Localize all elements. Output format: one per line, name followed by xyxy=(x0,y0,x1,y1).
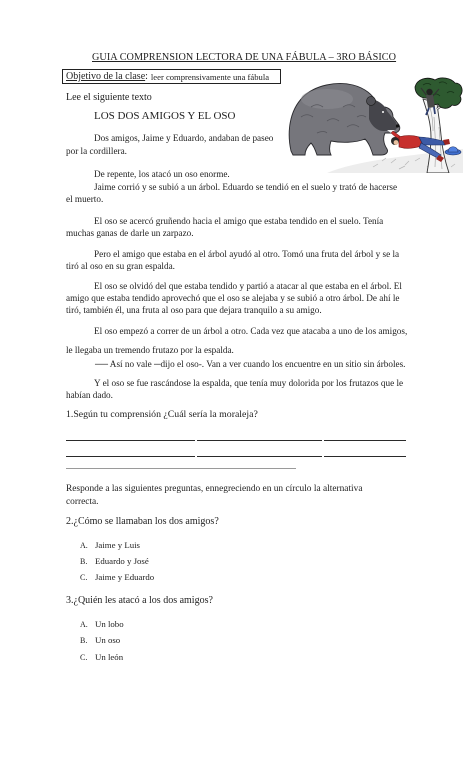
story-line: amigo que estaba tendido aprovechó que el oso se alejaba y se subió a otro árbol. De ahí le xyxy=(66,293,400,303)
objective-colon: : xyxy=(145,71,148,82)
answer-line xyxy=(324,456,406,457)
question-2: 2.¿Cómo se llamaban los dos amigos? xyxy=(66,516,219,527)
option-letter: A. xyxy=(80,541,88,550)
option-letter: A. xyxy=(80,620,88,629)
answer-line xyxy=(66,456,195,457)
story-line: tiró, también él, una fruta al oso para que dejara tranquilo a su amigo. xyxy=(66,305,322,315)
bear-attack-illustration xyxy=(287,77,463,173)
story-line: habían dado. xyxy=(66,390,113,400)
story-line: le llegaba un tremendo frutazo por la espalda. xyxy=(66,345,234,355)
story-line: muchas ganas de darle un zarpazo. xyxy=(66,228,194,238)
option-letter: B. xyxy=(80,636,88,645)
option-text: Un león xyxy=(95,652,124,662)
reading-instruction: Lee el siguiente texto xyxy=(66,92,152,103)
objective-box xyxy=(62,69,281,84)
story-line: El oso se olvidó del que estaba tendido y partió a atacar al que estaba en el árbol. El xyxy=(94,281,402,291)
option-text: Un lobo xyxy=(95,619,124,629)
question-1: 1.Según tu comprensión ¿Cuál sería la moraleja? xyxy=(66,409,258,420)
option-letter: C. xyxy=(80,653,88,662)
worksheet-title: GUIA COMPRENSION LECTORA DE UNA FÁBULA – 3RO BÁSICO xyxy=(92,52,397,63)
story-line: El oso se acercó gruñendo hacia el amigo que estaba tendido en el suelo. Tenía xyxy=(94,216,384,226)
story-line: tiró al oso en su gran espalda. xyxy=(66,261,175,271)
answer-line xyxy=(197,456,322,457)
option-text: Eduardo y José xyxy=(95,556,149,566)
story-line: Y el oso se fue rascándose la espalda, que tenía muy dolorida por los frutazos que le xyxy=(94,378,404,388)
objective-text: leer comprensivamente una fábula xyxy=(150,71,270,82)
answer-line xyxy=(197,440,322,441)
option-text: Jaime y Eduardo xyxy=(95,572,155,582)
story-line: De repente, los atacó un oso enorme. xyxy=(94,169,230,179)
option-text: Un oso xyxy=(95,635,121,645)
objective-label: Objetivo de la clase xyxy=(66,71,146,82)
story-title: LOS DOS AMIGOS Y EL OSO xyxy=(94,110,236,122)
bear-figure xyxy=(289,84,400,156)
story-line: el muerto. xyxy=(66,194,104,204)
story-line: Dos amigos, Jaime y Eduardo, andaban de paseo xyxy=(94,133,274,143)
option-letter: C. xyxy=(80,573,88,582)
option-text: Jaime y Luis xyxy=(95,540,140,550)
story-line: El oso empezó a correr de un árbol a otro. Cada vez que atacaba a uno de los amigos, xyxy=(94,326,408,336)
story-line: por la cordillera. xyxy=(66,146,127,156)
story-line: ── Así no vale ─dijo el oso-. Van a ver cuando los encuentre en un sitio sin árboles. xyxy=(95,359,406,369)
question-3: 3.¿Quién les atacó a los dos amigos? xyxy=(66,595,213,606)
answer-line xyxy=(324,440,406,441)
section-instructions: correcta. xyxy=(66,497,99,507)
hat-figure xyxy=(445,147,461,155)
answer-line xyxy=(66,440,195,441)
section-instructions: Responde a las siguientes preguntas, ennegreciendo en un círculo la alternativa xyxy=(66,484,363,494)
option-letter: B. xyxy=(80,557,88,566)
story-line: Pero el amigo que estaba en el árbol ayudó al otro. Tomó una fruta del árbol y se la xyxy=(94,249,400,259)
story-line: Jaime corrió y se subió a un árbol. Eduardo se tendió en el suelo y trató de hacerse xyxy=(94,182,398,192)
answer-line xyxy=(66,468,296,469)
